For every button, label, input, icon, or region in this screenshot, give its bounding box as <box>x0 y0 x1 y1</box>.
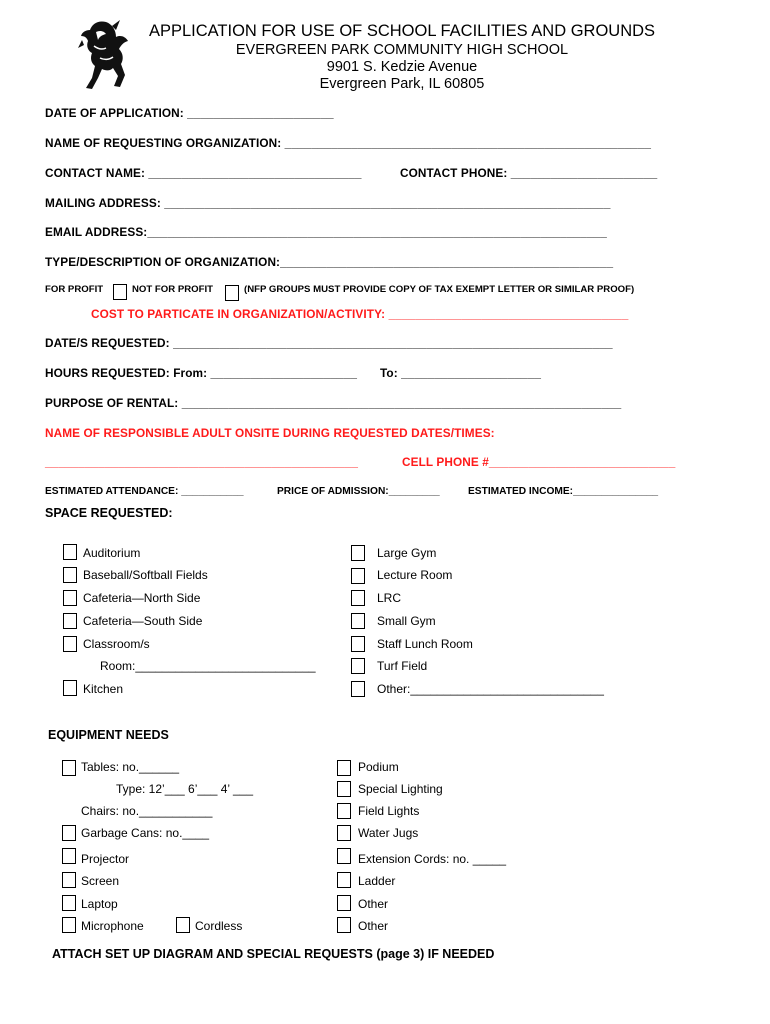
lrc-checkbox[interactable] <box>351 590 365 606</box>
baseball-softball-label: Baseball/Softball Fields <box>83 568 208 582</box>
microphone-label: Microphone <box>81 919 144 933</box>
small-gym-checkbox[interactable] <box>351 613 365 629</box>
estimated-attendance-field[interactable]: ESTIMATED ATTENDANCE: ___________ <box>45 486 244 497</box>
nfp-note: (NFP GROUPS MUST PROVIDE COPY OF TAX EXEMPT LETTER OR SIMILAR PROOF) <box>244 284 635 295</box>
organization-name-field[interactable]: NAME OF REQUESTING ORGANIZATION: _______________________________________________________ <box>45 136 652 150</box>
projector-label: Projector <box>81 852 130 866</box>
laptop-checkbox[interactable] <box>62 895 76 911</box>
lecture-room-label: Lecture Room <box>377 568 453 582</box>
baseball-softball-checkbox[interactable] <box>63 567 77 583</box>
kitchen-label: Kitchen <box>83 682 124 696</box>
hours-to-field[interactable]: To: _____________________ <box>380 366 542 380</box>
other-equipment-1-checkbox[interactable] <box>337 895 351 911</box>
price-of-admission-field[interactable]: PRICE OF ADMISSION:_________ <box>277 486 440 497</box>
equipment-needs-heading: EQUIPMENT NEEDS <box>48 728 169 742</box>
estimated-income-field[interactable]: ESTIMATED INCOME:_______________ <box>468 486 659 497</box>
water-jugs-checkbox[interactable] <box>337 825 351 841</box>
date-of-application-field[interactable]: DATE OF APPLICATION: ______________________ <box>45 106 334 120</box>
not-for-profit-label: NOT FOR PROFIT <box>132 284 214 295</box>
garbage-cans-field[interactable]: Garbage Cans: no.____ <box>81 826 210 840</box>
special-lighting-checkbox[interactable] <box>337 781 351 797</box>
field-lights-checkbox[interactable] <box>337 803 351 819</box>
form-title: APPLICATION FOR USE OF SCHOOL FACILITIES AND GROUNDS <box>148 22 656 40</box>
for-profit-label: FOR PROFIT <box>45 284 104 295</box>
cafeteria-north-checkbox[interactable] <box>63 590 77 606</box>
school-name: EVERGREEN PARK COMMUNITY HIGH SCHOOL <box>235 42 569 58</box>
laptop-label: Laptop <box>81 897 118 911</box>
auditorium-checkbox[interactable] <box>63 544 77 560</box>
cell-phone-field[interactable]: CELL PHONE #____________________________ <box>402 455 676 469</box>
staff-lunch-room-checkbox[interactable] <box>351 636 365 652</box>
school-address: 9901 S. Kedzie Avenue <box>326 59 478 75</box>
other-equipment-2-checkbox[interactable] <box>337 917 351 933</box>
cafeteria-north-label: Cafeteria—North Side <box>83 591 201 605</box>
field-lights-label: Field Lights <box>358 804 420 818</box>
cordless-checkbox[interactable] <box>176 917 190 933</box>
other-space-field[interactable]: Other:_____________________________ <box>377 682 604 696</box>
responsible-adult-label: NAME OF RESPONSIBLE ADULT ONSITE DURING REQUESTED DATES/TIMES: <box>45 426 495 440</box>
hours-from-field[interactable]: HOURS REQUESTED: From: ______________________ <box>45 366 358 380</box>
cordless-label: Cordless <box>195 919 243 933</box>
ladder-label: Ladder <box>358 874 396 888</box>
small-gym-label: Small Gym <box>377 614 436 628</box>
microphone-checkbox[interactable] <box>62 917 76 933</box>
email-address-field[interactable]: EMAIL ADDRESS:_____________________________________________________________________ <box>45 225 607 239</box>
extension-cords-checkbox[interactable] <box>337 848 351 864</box>
water-jugs-label: Water Jugs <box>358 826 419 840</box>
turf-field-checkbox[interactable] <box>351 658 365 674</box>
tables-field[interactable]: Tables: no.______ <box>81 760 180 774</box>
kitchen-checkbox[interactable] <box>63 680 77 696</box>
space-requested-heading: SPACE REQUESTED: <box>45 506 173 520</box>
large-gym-label: Large Gym <box>377 546 437 560</box>
contact-phone-field[interactable]: CONTACT PHONE: ______________________ <box>400 166 658 180</box>
other-space-checkbox[interactable] <box>351 681 365 697</box>
not-for-profit-checkbox[interactable] <box>225 285 239 301</box>
room-field[interactable]: Room:___________________________ <box>100 659 316 673</box>
podium-label: Podium <box>358 760 399 774</box>
classroom-checkbox[interactable] <box>63 636 77 652</box>
lecture-room-checkbox[interactable] <box>351 568 365 584</box>
extension-cords-field[interactable]: Extension Cords: no. _____ <box>358 852 507 866</box>
turf-field-label: Turf Field <box>377 659 428 673</box>
staff-lunch-room-label: Staff Lunch Room <box>377 637 473 651</box>
chairs-field[interactable]: Chairs: no.___________ <box>81 804 213 818</box>
other-equipment-2-label: Other <box>358 919 389 933</box>
cost-to-participate-field[interactable]: COST TO PARTICATE IN ORGANIZATION/ACTIVITY: ____________________________________ <box>91 307 629 321</box>
large-gym-checkbox[interactable] <box>351 545 365 561</box>
tables-checkbox[interactable] <box>62 760 76 776</box>
projector-checkbox[interactable] <box>62 848 76 864</box>
special-lighting-label: Special Lighting <box>358 782 443 796</box>
classroom-label: Classroom/s <box>83 637 150 651</box>
cafeteria-south-checkbox[interactable] <box>63 613 77 629</box>
cafeteria-south-label: Cafeteria—South Side <box>83 614 203 628</box>
table-type-field[interactable]: Type: 12’___ 6’___ 4’ ___ <box>116 782 253 796</box>
contact-name-field[interactable]: CONTACT NAME: ________________________________ <box>45 166 362 180</box>
screen-label: Screen <box>81 874 120 888</box>
for-profit-checkbox[interactable] <box>113 284 127 300</box>
auditorium-label: Auditorium <box>83 546 141 560</box>
mailing-address-field[interactable]: MAILING ADDRESS: ___________________________________________________________________ <box>45 196 611 210</box>
responsible-adult-field[interactable]: _______________________________________________ <box>45 455 359 469</box>
screen-checkbox[interactable] <box>62 872 76 888</box>
purpose-field[interactable]: PURPOSE OF RENTAL: __________________________________________________________________ <box>45 396 622 410</box>
lrc-label: LRC <box>377 591 402 605</box>
ladder-checkbox[interactable] <box>337 872 351 888</box>
garbage-cans-checkbox[interactable] <box>62 825 76 841</box>
podium-checkbox[interactable] <box>337 760 351 776</box>
other-equipment-1-label: Other <box>358 897 389 911</box>
dates-requested-field[interactable]: DATE/S REQUESTED: __________________________________________________________________ <box>45 336 613 350</box>
org-type-field[interactable]: TYPE/DESCRIPTION OF ORGANIZATION:__________________________________________________ <box>45 255 614 269</box>
attach-diagram-note: ATTACH SET UP DIAGRAM AND SPECIAL REQUESTS (page 3) IF NEEDED <box>52 947 495 961</box>
mustang-logo <box>76 18 132 92</box>
school-city: Evergreen Park, IL 60805 <box>319 76 485 92</box>
